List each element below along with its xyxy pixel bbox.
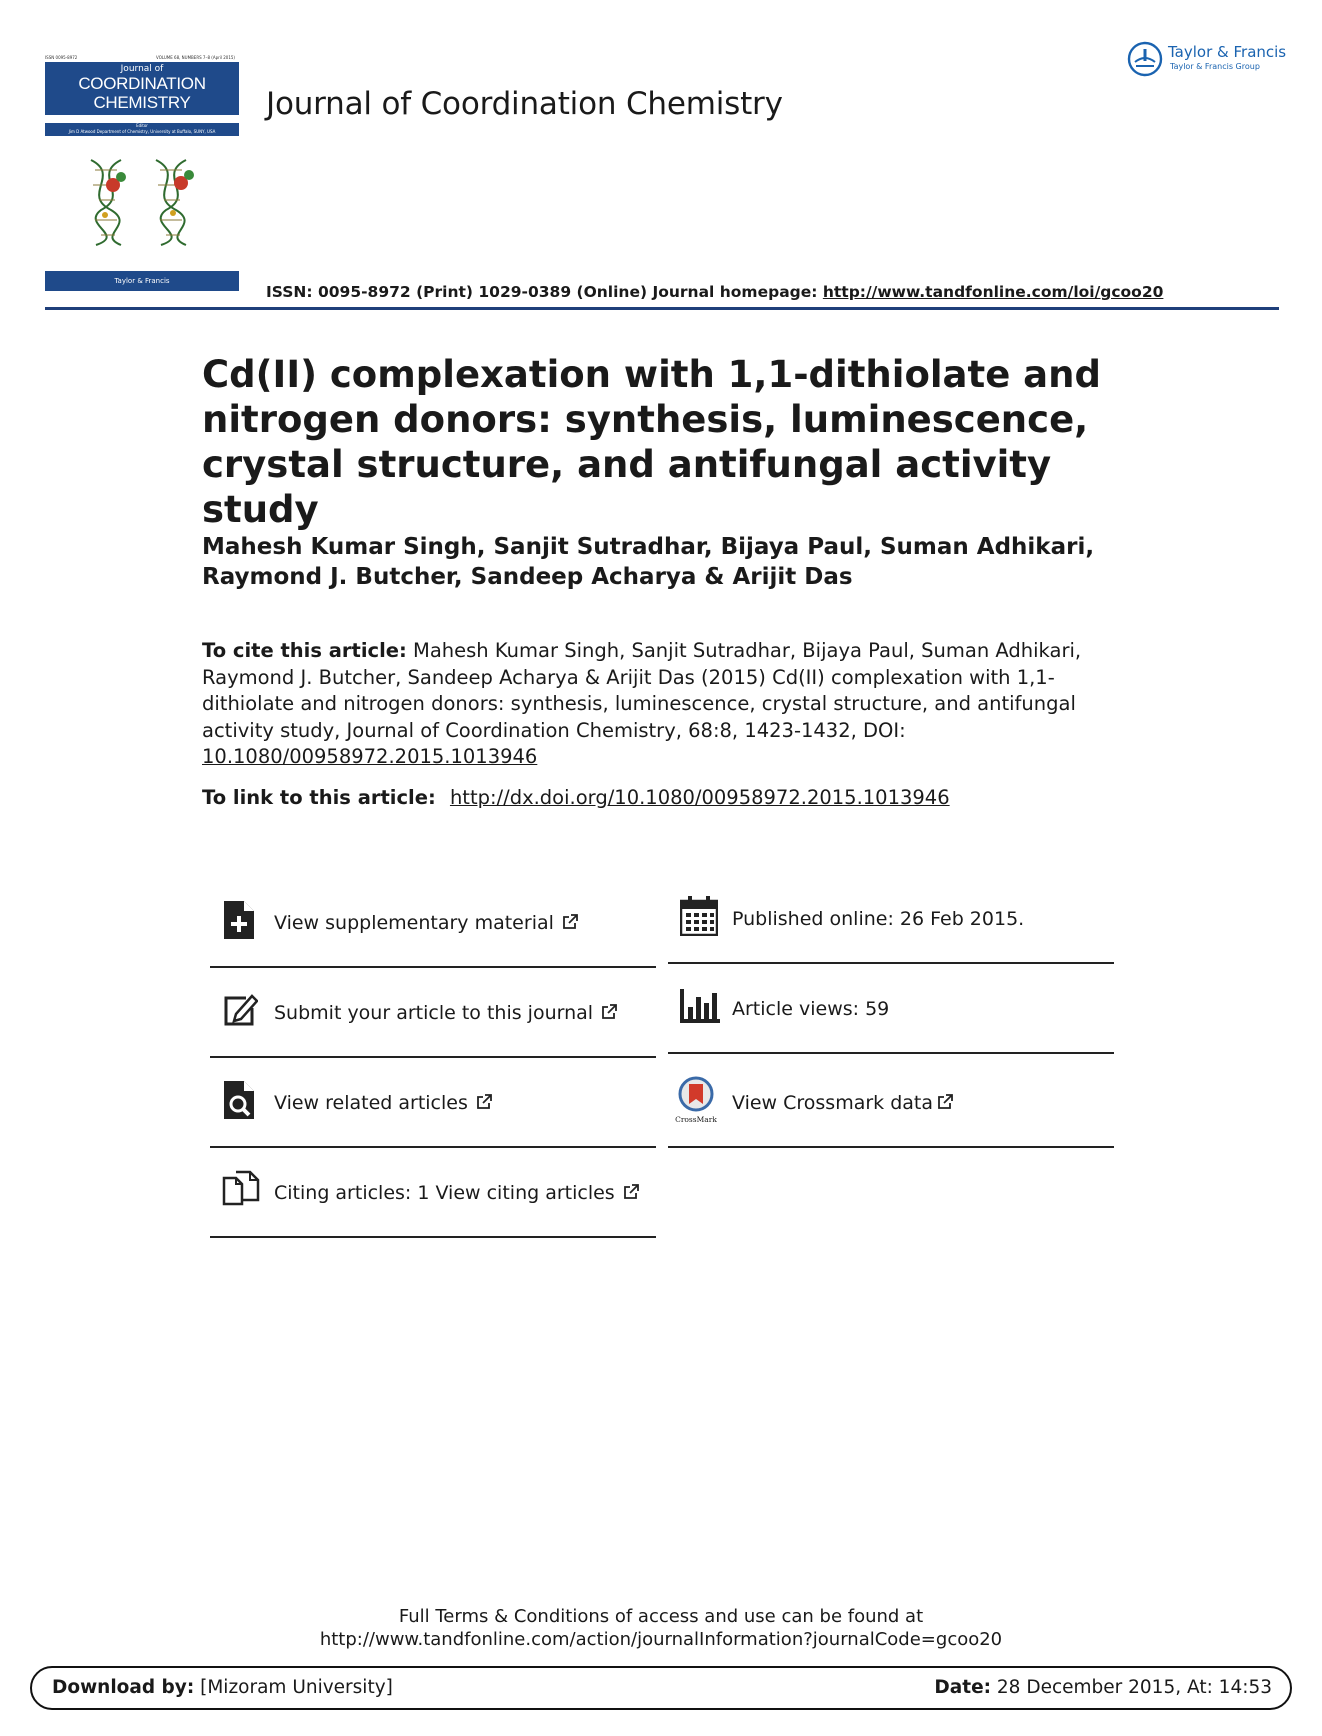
cite-label: To cite this article: xyxy=(202,639,407,662)
crossmark-label: View Crossmark data xyxy=(732,1092,934,1114)
download-institution: [Mizoram University] xyxy=(194,1677,393,1698)
edit-pencil-icon xyxy=(222,990,258,1030)
taylor-francis-emblem-icon xyxy=(1126,40,1164,78)
submit-label: Submit your article to this journal xyxy=(274,1002,594,1024)
cover-journal-of: Journal of xyxy=(120,64,164,74)
submit-box[interactable] xyxy=(210,968,656,1058)
cover-editor-name: Jim D Atwood Department of Chemistry, University at Buffalo, SUNY, USA xyxy=(68,129,216,134)
article-authors xyxy=(202,532,1162,592)
external-link-icon xyxy=(601,1004,617,1020)
views-box xyxy=(668,964,1114,1054)
article-link-line xyxy=(202,786,1102,809)
crossmark-box[interactable] xyxy=(668,1058,1114,1148)
cite-doi-link[interactable]: 10.1080/00958972.2015.1013946 xyxy=(202,745,538,768)
box-divider xyxy=(668,1052,1114,1054)
issn-line xyxy=(266,283,1163,301)
citing-documents-icon xyxy=(222,1170,260,1210)
download-info-bar xyxy=(30,1666,1292,1710)
citing-label: Citing articles: 1 View citing articles xyxy=(274,1182,615,1204)
publisher-name: Taylor & Francis xyxy=(1168,43,1287,61)
download-label: Download by: xyxy=(52,1677,195,1698)
document-search-icon xyxy=(222,1080,256,1120)
cover-coordination: COORDINATION xyxy=(78,74,206,93)
published-date: Published online: 26 Feb 2015. xyxy=(732,908,1025,930)
box-divider xyxy=(668,1146,1114,1148)
external-link-icon xyxy=(476,1094,492,1110)
publisher-group: Taylor & Francis Group xyxy=(1170,62,1260,71)
cover-publisher: Taylor & Francis xyxy=(114,277,170,285)
issn-text: ISSN: 0095-8972 (Print) 1029-0389 (Online) Journal homepage: xyxy=(266,283,823,301)
terms-notice xyxy=(0,1605,1322,1651)
article-doi-link[interactable]: http://dx.doi.org/10.1080/00958972.2015.1013946 xyxy=(449,786,950,809)
supplementary-label: View supplementary material xyxy=(274,912,554,934)
bar-chart-icon xyxy=(680,986,720,1026)
article-title: Cd(II) complexation with 1,1-dithiolate and nitrogen donors: synthesis, luminescence, crystal structure, and antifungal activity study xyxy=(202,353,1101,531)
cover-issn: ISSN 0095-8972 xyxy=(45,55,78,60)
citation-block xyxy=(202,638,1082,771)
journal-homepage-link[interactable]: http://www.tandfonline.com/loi/gcoo20 xyxy=(822,283,1164,301)
date-label: Date: xyxy=(934,1677,992,1698)
crossmark-logo xyxy=(674,1076,718,1122)
citing-box[interactable] xyxy=(210,1148,656,1238)
external-link-icon xyxy=(562,914,578,930)
calendar-icon xyxy=(680,896,718,936)
crossmark-caption: CrossMark xyxy=(675,1115,717,1124)
terms-line-1: Full Terms & Conditions of access and use can be found at xyxy=(398,1606,924,1627)
journal-cover xyxy=(45,55,239,291)
supplementary-box[interactable] xyxy=(210,878,656,968)
cover-chemistry: CHEMISTRY xyxy=(93,93,191,112)
cover-title-band xyxy=(45,62,239,115)
cover-publisher-band xyxy=(45,271,239,291)
file-plus-icon xyxy=(222,900,256,940)
article-views: Article views: 59 xyxy=(732,998,890,1020)
header-divider xyxy=(45,307,1279,310)
authors-line-1: Mahesh Kumar Singh, Sanjit Sutradhar, Bijaya Paul, Suman Adhikari, xyxy=(202,534,1095,560)
published-box xyxy=(668,874,1114,964)
cite-text: Mahesh Kumar Singh, Sanjit Sutradhar, Bijaya Paul, Suman Adhikari, Raymond J. Butcher, Sandeep Acharya & Arijit Das (2015) Cd(II) complexation with 1,1-dithiolate and nitrogen donors: synthesis, luminescence, crystal structure, and antifungal activity study, Journal of Coordination Chemistry, 68:8, 1423-1432, DOI: xyxy=(202,639,1082,742)
related-label: View related articles xyxy=(274,1092,468,1114)
external-link-icon xyxy=(623,1184,639,1200)
box-divider xyxy=(210,1236,656,1238)
download-date: 28 December 2015, At: 14:53 xyxy=(991,1677,1272,1698)
cover-editor-band xyxy=(45,123,239,136)
terms-url[interactable]: http://www.tandfonline.com/action/journalInformation?journalCode=gcoo20 xyxy=(319,1629,1003,1650)
link-label: To link to this article: xyxy=(202,786,436,809)
cover-volume: VOLUME 68, NUMBERS 7–8 (April 2015) xyxy=(156,55,235,60)
cover-editor-label: Editor xyxy=(136,123,148,128)
external-link-icon xyxy=(937,1094,953,1110)
related-box[interactable] xyxy=(210,1058,656,1148)
molecule-illustration xyxy=(81,155,221,247)
taylor-francis-logo[interactable] xyxy=(1126,38,1286,80)
journal-title[interactable]: Journal of Coordination Chemistry xyxy=(266,86,783,122)
crossmark-icon xyxy=(674,1076,718,1112)
authors-line-2: Raymond J. Butcher, Sandeep Acharya & Arijit Das xyxy=(202,564,853,590)
